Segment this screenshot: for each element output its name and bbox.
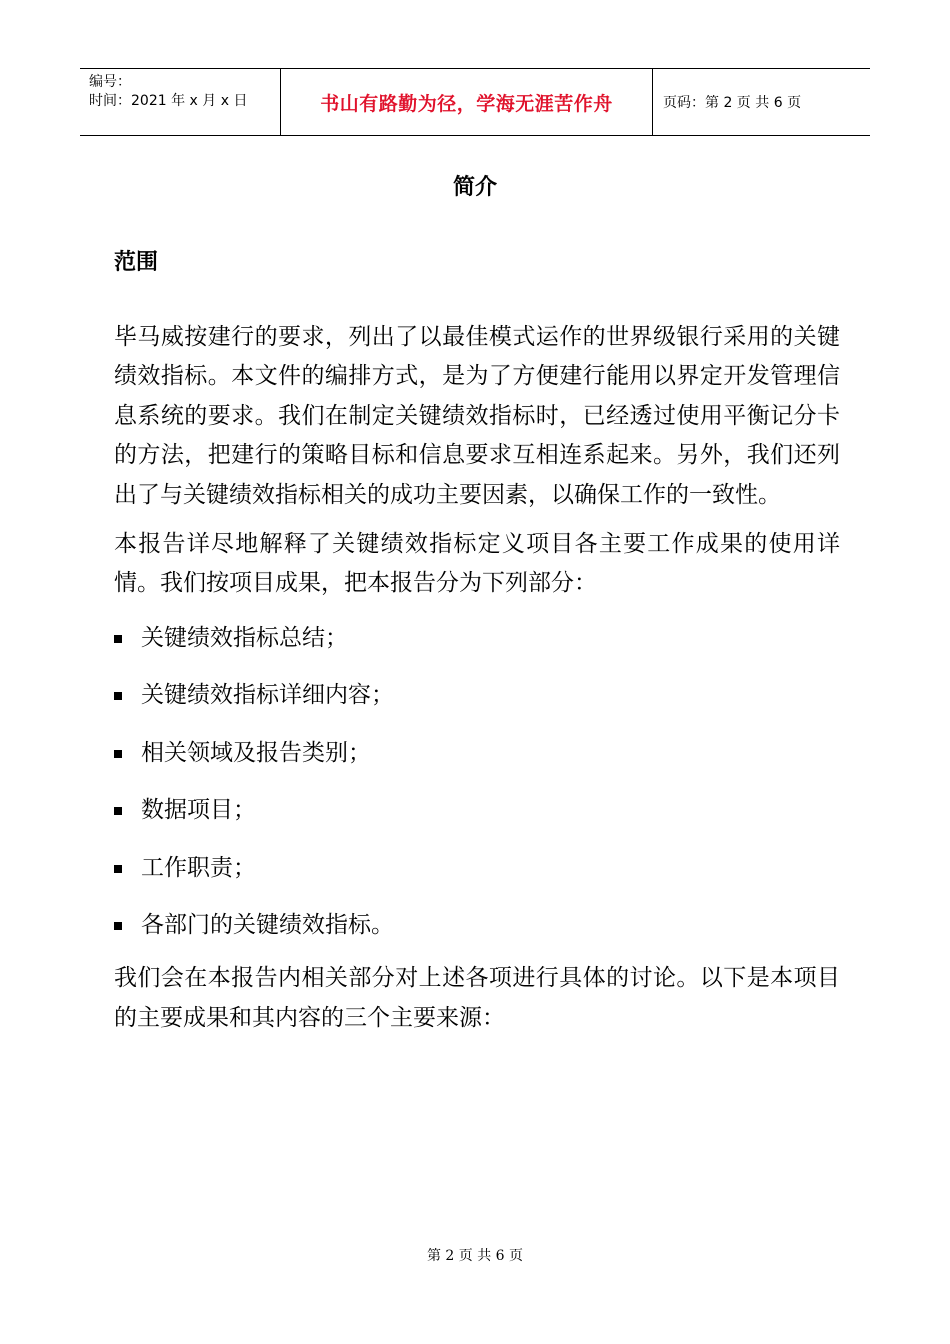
list-item: 数据项目； bbox=[114, 791, 840, 830]
document-body bbox=[114, 318, 840, 1038]
square-bullet-icon bbox=[114, 865, 122, 873]
section-heading: 范围 bbox=[114, 250, 159, 275]
list-item: 相关领域及报告类别； bbox=[114, 734, 840, 773]
header-meta-cell bbox=[80, 69, 281, 135]
square-bullet-icon bbox=[114, 807, 122, 815]
page-footer: 第 2 页 共 6 页 bbox=[426, 1248, 524, 1264]
square-bullet-icon bbox=[114, 922, 122, 930]
bullet-list bbox=[114, 619, 840, 946]
square-bullet-icon bbox=[114, 692, 122, 700]
list-item: 关键绩效指标详细内容； bbox=[114, 676, 840, 715]
paragraph-discussion: 我们会在本报告内相关部分对上述各项进行具体的讨论。以下是本项目的主要成果和其内容的三个主要来源： bbox=[114, 965, 840, 1031]
square-bullet-icon bbox=[114, 750, 122, 758]
list-item: 各部门的关键绩效指标。 bbox=[114, 906, 840, 945]
header-page-label: 页码：第 2 页 共 6 页 bbox=[663, 95, 802, 111]
header-motto: 书山有路勤为径，学海无涯苦作舟 bbox=[281, 69, 653, 135]
list-item: 关键绩效指标总结； bbox=[114, 619, 840, 658]
list-item: 工作职责； bbox=[114, 849, 840, 888]
paragraph-report-scope: 本报告详尽地解释了关键绩效指标定义项目各主要工作成果的使用详情。我们按项目成果，把本报告分为下列部分： bbox=[114, 531, 840, 597]
header-number-label: 编号： bbox=[89, 74, 131, 90]
document-title: 简介 bbox=[452, 175, 497, 200]
square-bullet-icon bbox=[114, 635, 122, 643]
header-time-label: 时间：2021 年 x 月 x 日 bbox=[89, 93, 248, 109]
page-header bbox=[80, 68, 870, 136]
paragraph-intro: 毕马威按建行的要求，列出了以最佳模式运作的世界级银行采用的关键绩效指标。本文件的编排方式，是为了方便建行能用以界定开发管理信息系统的要求。我们在制定关键绩效指标时，已经透过使用平衡记分卡的方法，把建行的策略目标和信息要求互相连系起来。另外，我们还列出了与关键绩效指标相关的成功主要因素，以确保工作的一致性。 bbox=[114, 324, 840, 508]
